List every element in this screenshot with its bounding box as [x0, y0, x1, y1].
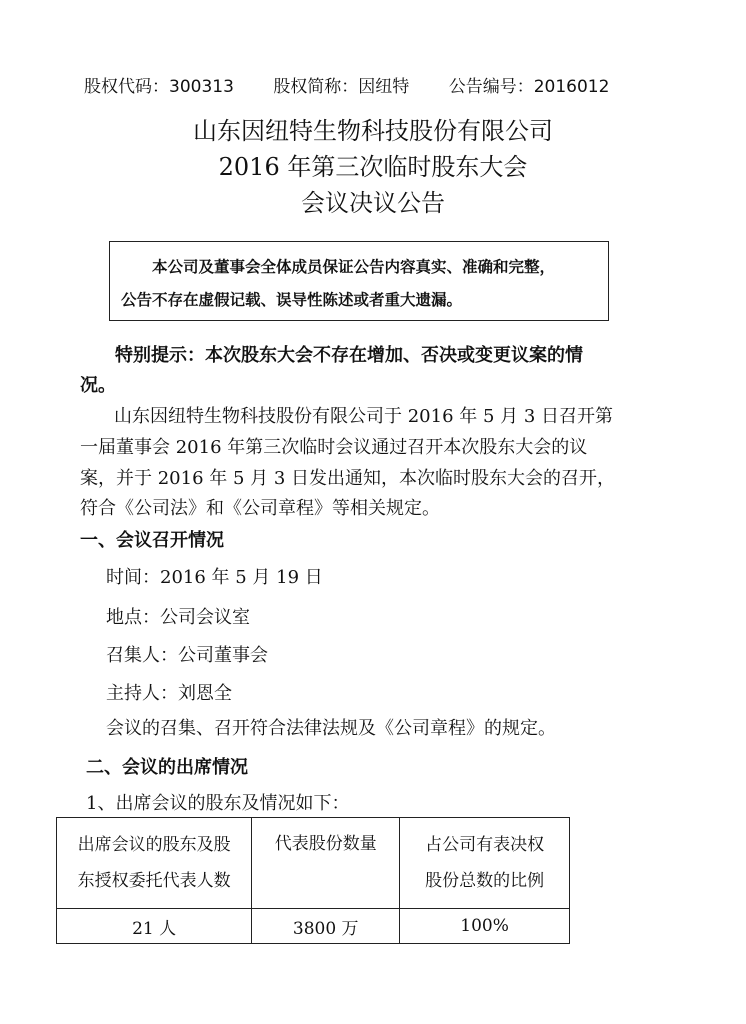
meeting-convener: 召集人：公司董事会: [106, 645, 268, 666]
intro-line-1: 山东因纽特生物科技股份有限公司于 2016 年 5 月 3 日召开第: [114, 406, 614, 427]
disclaimer-line-1: 本公司及董事会全体成员保证公告内容真实、准确和完整，: [152, 258, 556, 276]
table-header-row: [57, 818, 570, 909]
header-text: 代表股份数量: [274, 834, 377, 854]
meeting-host: 主持人：刘恩全: [106, 683, 232, 704]
section-2-heading: 二、会议的出席情况: [86, 757, 248, 778]
meeting-title: 2016 年第三次临时股东大会: [218, 153, 528, 181]
header-text: 出席会议的股东及股: [77, 835, 231, 855]
share-ratio: 100%: [400, 909, 570, 944]
table-header-cell: [57, 818, 252, 909]
table-header-cell: [252, 818, 400, 909]
attendee-count: 21 人: [57, 909, 252, 944]
stock-code: 股权代码：300313: [84, 77, 234, 97]
header-text: 东授权委托代表人数: [77, 871, 231, 891]
meeting-compliance: 会议的召集、召开符合法律法规及《公司章程》的规定。: [106, 718, 556, 739]
header-text: 占公司有表决权: [425, 835, 545, 855]
section-2-subheading: 1、出席会议的股东及情况如下：: [86, 793, 350, 814]
company-name-title: 山东因纽特生物科技股份有限公司: [193, 117, 553, 145]
table-header-cell: [400, 818, 570, 909]
meeting-time: 时间：2016 年 5 月 19 日: [106, 567, 323, 588]
disclaimer-box: [109, 241, 609, 321]
share-amount: 3800 万: [252, 909, 400, 944]
intro-line-2: 一届董事会 2016 年第三次临时会议通过召开本次股东大会的议: [80, 437, 588, 458]
attendance-table: [56, 817, 570, 944]
stock-abbreviation: 股权简称：因纽特: [273, 77, 410, 97]
intro-line-4: 符合《公司法》和《公司章程》等相关规定。: [80, 498, 440, 519]
meeting-place: 地点：公司会议室: [106, 607, 250, 628]
resolution-title: 会议决议公告: [301, 189, 445, 217]
special-tip-line-1: 特别提示：本次股东大会不存在增加、否决或变更议案的情: [115, 345, 583, 366]
notice-number: 公告编号：2016012: [448, 77, 610, 97]
announcement-header: [84, 76, 609, 98]
section-1-heading: 一、会议召开情况: [80, 530, 224, 551]
header-text: 股份总数的比例: [425, 871, 545, 891]
special-tip-line-2: 况。: [80, 375, 116, 396]
intro-line-3: 案，并于 2016 年 5 月 3 日发出通知，本次临时股东大会的召开，: [80, 468, 616, 489]
disclaimer-line-2: 公告不存在虚假记载、误导性陈述或者重大遗漏。: [121, 291, 463, 309]
table-row: [57, 909, 570, 944]
